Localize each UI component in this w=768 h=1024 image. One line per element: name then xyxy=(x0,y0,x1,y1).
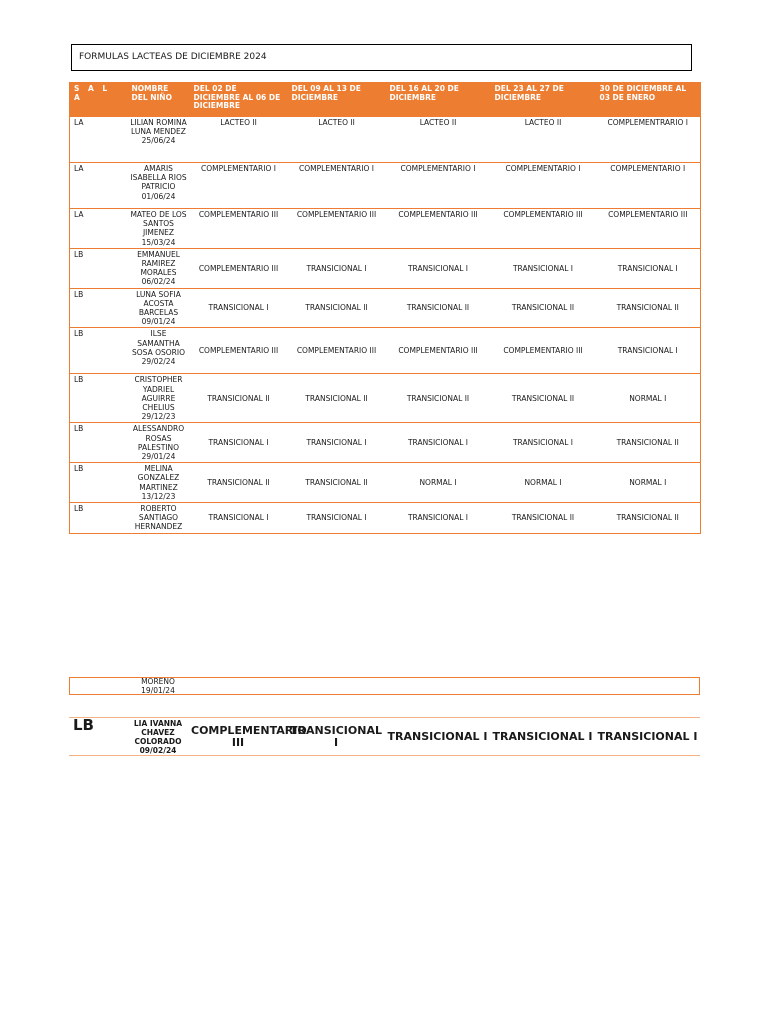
cell-week-1: COMPLEMENTARIO III xyxy=(190,248,288,288)
cell-sala: LA xyxy=(70,117,128,163)
cell-name: CRISTOPHER YADRIEL AGUIRRE CHELIUS 29/12/23 xyxy=(128,374,190,423)
cell-week-3: TRANSICIONAL I xyxy=(386,423,491,463)
cell-name: EMMANUEL RAMIREZ MORALES 06/02/24 xyxy=(128,248,190,288)
cell-week-1: COMPLEMENTARIO III xyxy=(190,328,288,374)
table-row xyxy=(70,209,701,249)
cell-week-3: COMPLEMENTARIO I xyxy=(386,163,491,209)
table-row xyxy=(70,374,701,423)
cell-week-1: TRANSICIONAL I xyxy=(190,423,288,463)
cell-week-4: COMPLEMENTARIO I xyxy=(491,163,596,209)
orphan-row-name: MORENO 19/01/24 xyxy=(141,677,175,696)
cell-week-2: TRANSICIONAL I xyxy=(288,248,386,288)
cell-sala: LB xyxy=(70,423,128,463)
cell-name: LILIAN ROMINA LUNA MENDEZ 25/06/24 xyxy=(128,117,190,163)
cell-week-1: TRANSICIONAL II xyxy=(190,374,288,423)
cell-week-3: COMPLEMENTARIO III xyxy=(386,209,491,249)
table-row xyxy=(70,503,701,534)
cell-week-4: TRANSICIONAL II xyxy=(491,374,596,423)
cell-week-5: COMPLEMENTARIO I xyxy=(596,163,701,209)
cell-week-1: COMPLEMENTARIO I xyxy=(190,163,288,209)
cell-name: MATEO DE LOS SANTOS JIMENEZ 15/03/24 xyxy=(128,209,190,249)
bottom-row-table xyxy=(69,717,700,756)
cell-sala: LA xyxy=(70,209,128,249)
cell-week-2: TRANSICIONAL I xyxy=(288,503,386,534)
cell-sala: LB xyxy=(70,328,128,374)
cell-week-5: NORMAL I xyxy=(596,374,701,423)
cell-sala: LB xyxy=(70,374,128,423)
cell-week-3: TRANSICIONAL I xyxy=(386,503,491,534)
cell-week-2: COMPLEMENTARIO III xyxy=(288,209,386,249)
cell-week-5: TRANSICIONAL II xyxy=(596,288,701,328)
cell-week-2: COMPLEMENTARIO III xyxy=(288,328,386,374)
cell-week-1: TRANSICIONAL I xyxy=(190,503,288,534)
cell-sala: LB xyxy=(73,716,94,734)
header-nombre: NOMBRE DEL NIÑO xyxy=(128,83,190,117)
cell-name: ROBERTO SANTIAGO HERNANDEZ xyxy=(128,503,190,534)
cell-week-4: TRANSICIONAL II xyxy=(491,503,596,534)
header-week-4: DEL 23 AL 27 DE DICIEMBRE xyxy=(491,83,596,117)
header-sala: S A L A xyxy=(70,83,128,117)
table-row xyxy=(69,718,700,756)
cell-week-2: TRANSICIONAL II xyxy=(288,288,386,328)
cell-week-5: TRANSICIONAL II xyxy=(596,503,701,534)
cell-name: MELINA GONZALEZ MARTINEZ 13/12/23 xyxy=(128,463,190,503)
cell-week-1: LACTEO II xyxy=(190,117,288,163)
table-row xyxy=(70,328,701,374)
cell-week-4: TRANSICIONAL I xyxy=(491,423,596,463)
cell-week-3: COMPLEMENTARIO III xyxy=(386,328,491,374)
cell-week-5: COMPLEMENTARIO III xyxy=(596,209,701,249)
cell-week-5: NORMAL I xyxy=(596,463,701,503)
document-title: FORMULAS LACTEAS DE DICIEMBRE 2024 xyxy=(71,44,692,71)
cell-week-3: TRANSICIONAL I xyxy=(387,729,488,743)
cell-name: LIA IVANNA CHAVEZ COLORADO 09/02/24 xyxy=(133,719,183,755)
formula-table xyxy=(69,82,701,534)
cell-week-1: COMPLEMENTARIO III xyxy=(191,723,307,749)
header-week-3: DEL 16 AL 20 DE DICIEMBRE xyxy=(386,83,491,117)
cell-week-3: TRANSICIONAL II xyxy=(386,374,491,423)
cell-week-2: TRANSICIONAL I xyxy=(290,723,382,749)
table-row xyxy=(70,463,701,503)
cell-week-5: TRANSICIONAL I xyxy=(596,248,701,288)
cell-week-5: TRANSICIONAL I xyxy=(597,729,698,743)
cell-sala: LB xyxy=(70,463,128,503)
table-row xyxy=(70,288,701,328)
cell-name: LUNA SOFIA ACOSTA BARCELAS 09/01/24 xyxy=(128,288,190,328)
cell-week-3: TRANSICIONAL I xyxy=(386,248,491,288)
cell-week-5: TRANSICIONAL I xyxy=(596,328,701,374)
cell-week-4: TRANSICIONAL II xyxy=(491,288,596,328)
cell-week-4: COMPLEMENTARIO III xyxy=(491,209,596,249)
cell-sala: LB xyxy=(70,288,128,328)
cell-week-2: COMPLEMENTARIO I xyxy=(288,163,386,209)
cell-week-4: COMPLEMENTARIO III xyxy=(491,328,596,374)
cell-week-4: TRANSICIONAL I xyxy=(492,729,593,743)
table-row xyxy=(70,163,701,209)
cell-sala: LB xyxy=(70,503,128,534)
cell-week-2: TRANSICIONAL II xyxy=(288,463,386,503)
cell-week-4: LACTEO II xyxy=(491,117,596,163)
cell-name: AMARIS ISABELLA RIOS PATRICIO 01/06/24 xyxy=(128,163,190,209)
cell-week-3: TRANSICIONAL II xyxy=(386,288,491,328)
header-week-5: 30 DE DICIEMBRE AL 03 DE ENERO xyxy=(596,83,701,117)
cell-name: ALESSANDRO ROSAS PALESTINO 29/01/24 xyxy=(128,423,190,463)
table-row xyxy=(70,423,701,463)
cell-week-2: TRANSICIONAL II xyxy=(288,374,386,423)
cell-week-2: LACTEO II xyxy=(288,117,386,163)
cell-week-1: TRANSICIONAL I xyxy=(190,288,288,328)
cell-sala: LA xyxy=(70,163,128,209)
cell-week-3: LACTEO II xyxy=(386,117,491,163)
cell-week-4: NORMAL I xyxy=(491,463,596,503)
table-row xyxy=(70,117,701,163)
cell-week-5: TRANSICIONAL II xyxy=(596,423,701,463)
cell-sala: LB xyxy=(70,248,128,288)
cell-week-1: TRANSICIONAL II xyxy=(190,463,288,503)
cell-name: ILSE SAMANTHA SOSA OSORIO 29/02/24 xyxy=(128,328,190,374)
cell-week-4: TRANSICIONAL I xyxy=(491,248,596,288)
cell-week-3: NORMAL I xyxy=(386,463,491,503)
table-header-row xyxy=(70,83,701,117)
cell-week-5: COMPLEMENTRARIO I xyxy=(596,117,701,163)
header-week-2: DEL 09 AL 13 DE DICIEMBRE xyxy=(288,83,386,117)
cell-week-2: TRANSICIONAL I xyxy=(288,423,386,463)
cell-week-1: COMPLEMENTARIO III xyxy=(190,209,288,249)
table-row xyxy=(70,248,701,288)
header-week-1: DEL 02 DE DICIEMBRE AL 06 DE DICIEMBRE xyxy=(190,83,288,117)
